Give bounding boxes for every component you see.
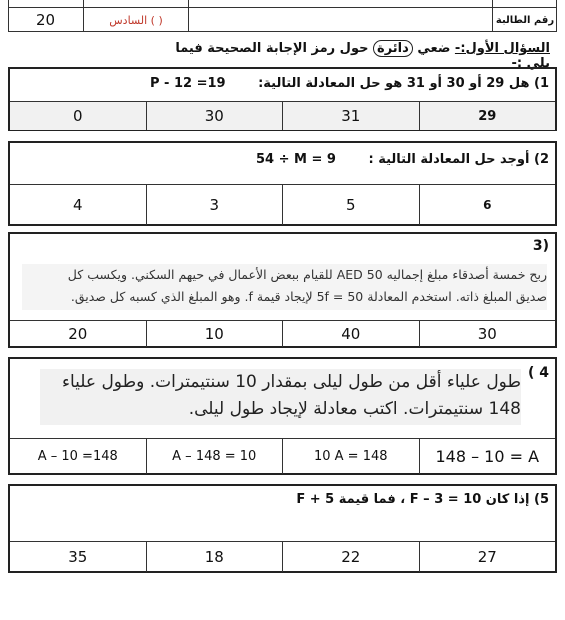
- equation: 54 ÷ M = 9: [256, 152, 336, 167]
- question-2: [8, 141, 557, 226]
- options-row: [10, 438, 555, 474]
- text-line: طول علياء أقل من طول ليلى بمقدار 10 سنتيمترات. وطول علياء: [61, 372, 521, 392]
- text-line: ربح خمسة أصدقاء مبلغ إجماليه AED 50 للقيام ببعض الأعمال في حيهم السكني. ويكسب كل: [67, 267, 547, 282]
- question-4: [8, 357, 557, 475]
- question-text: إذا كان F – 3 = 10 ، فما قيمة F + 5: [296, 492, 530, 507]
- instruction-word: ضعي: [417, 41, 451, 56]
- option-d[interactable]: 4: [72, 196, 83, 214]
- student-id-label: رقم الطالبة: [495, 15, 555, 26]
- question-text: هل 29 أو 30 أو 31 هو حل المعادلة التالية:: [258, 76, 530, 91]
- option-a[interactable]: 30: [419, 321, 556, 347]
- question-number: 5): [534, 492, 549, 507]
- option-c[interactable]: 10: [146, 321, 283, 347]
- options-row: [10, 184, 555, 225]
- question-text: [40, 369, 521, 425]
- option-c[interactable]: 3: [146, 185, 283, 225]
- grade-field[interactable]: السادس ( ): [109, 14, 163, 27]
- question-5: [8, 484, 557, 573]
- option-a[interactable]: 29: [419, 102, 556, 130]
- equation: P - 12 =19: [150, 76, 226, 91]
- text-line: صديق المبلغ ذاته. استخدم المعادلة 50 = 5f لإيجاد قيمة f. وهو المبلغ الذي كسبه كل صديق.: [70, 289, 547, 304]
- section-instruction: [150, 41, 550, 71]
- header-divider: [188, 0, 189, 32]
- option-b[interactable]: 22: [282, 542, 419, 572]
- option-c[interactable]: 30: [146, 102, 283, 130]
- question-number: 1): [534, 76, 549, 91]
- score-value: 20: [35, 11, 56, 29]
- option-b[interactable]: 10 A = 148: [282, 439, 419, 474]
- circled-word: دائرة: [373, 40, 413, 57]
- option-d[interactable]: 35: [68, 548, 88, 566]
- option-a[interactable]: 148 – 10 = A: [419, 439, 556, 474]
- option-a[interactable]: 27: [419, 542, 556, 572]
- header-top-row: [8, 0, 557, 8]
- option-b[interactable]: 5: [282, 185, 419, 225]
- question-number: 4 ): [527, 365, 549, 381]
- options-row: [10, 541, 555, 572]
- option-a[interactable]: 6: [419, 185, 556, 225]
- option-c[interactable]: 18: [146, 542, 283, 572]
- option-b[interactable]: 31: [282, 102, 419, 130]
- options-row: [10, 101, 555, 130]
- instruction-text: حول رمز الإجابة الصحيحة فيما يلي :-: [175, 41, 550, 71]
- question-text: [22, 264, 547, 310]
- options-row: [10, 320, 555, 347]
- question-1: [8, 67, 557, 131]
- option-b[interactable]: 40: [282, 321, 419, 347]
- text-line: 148 سنتيمترات. اكتب معادلة لإيجاد طول ليلى.: [188, 399, 521, 419]
- question-number: 2): [534, 152, 549, 167]
- question-text: أوجد حل المعادلة التالية :: [368, 152, 530, 167]
- option-d[interactable]: 0: [72, 107, 83, 125]
- question-3: [8, 232, 557, 348]
- question-number: (3: [532, 238, 549, 254]
- option-c[interactable]: A – 148 = 10: [146, 439, 283, 474]
- section-title: السؤال الأول:-: [454, 41, 550, 56]
- option-d[interactable]: 20: [68, 325, 88, 343]
- option-d[interactable]: A – 10 =148: [37, 449, 118, 464]
